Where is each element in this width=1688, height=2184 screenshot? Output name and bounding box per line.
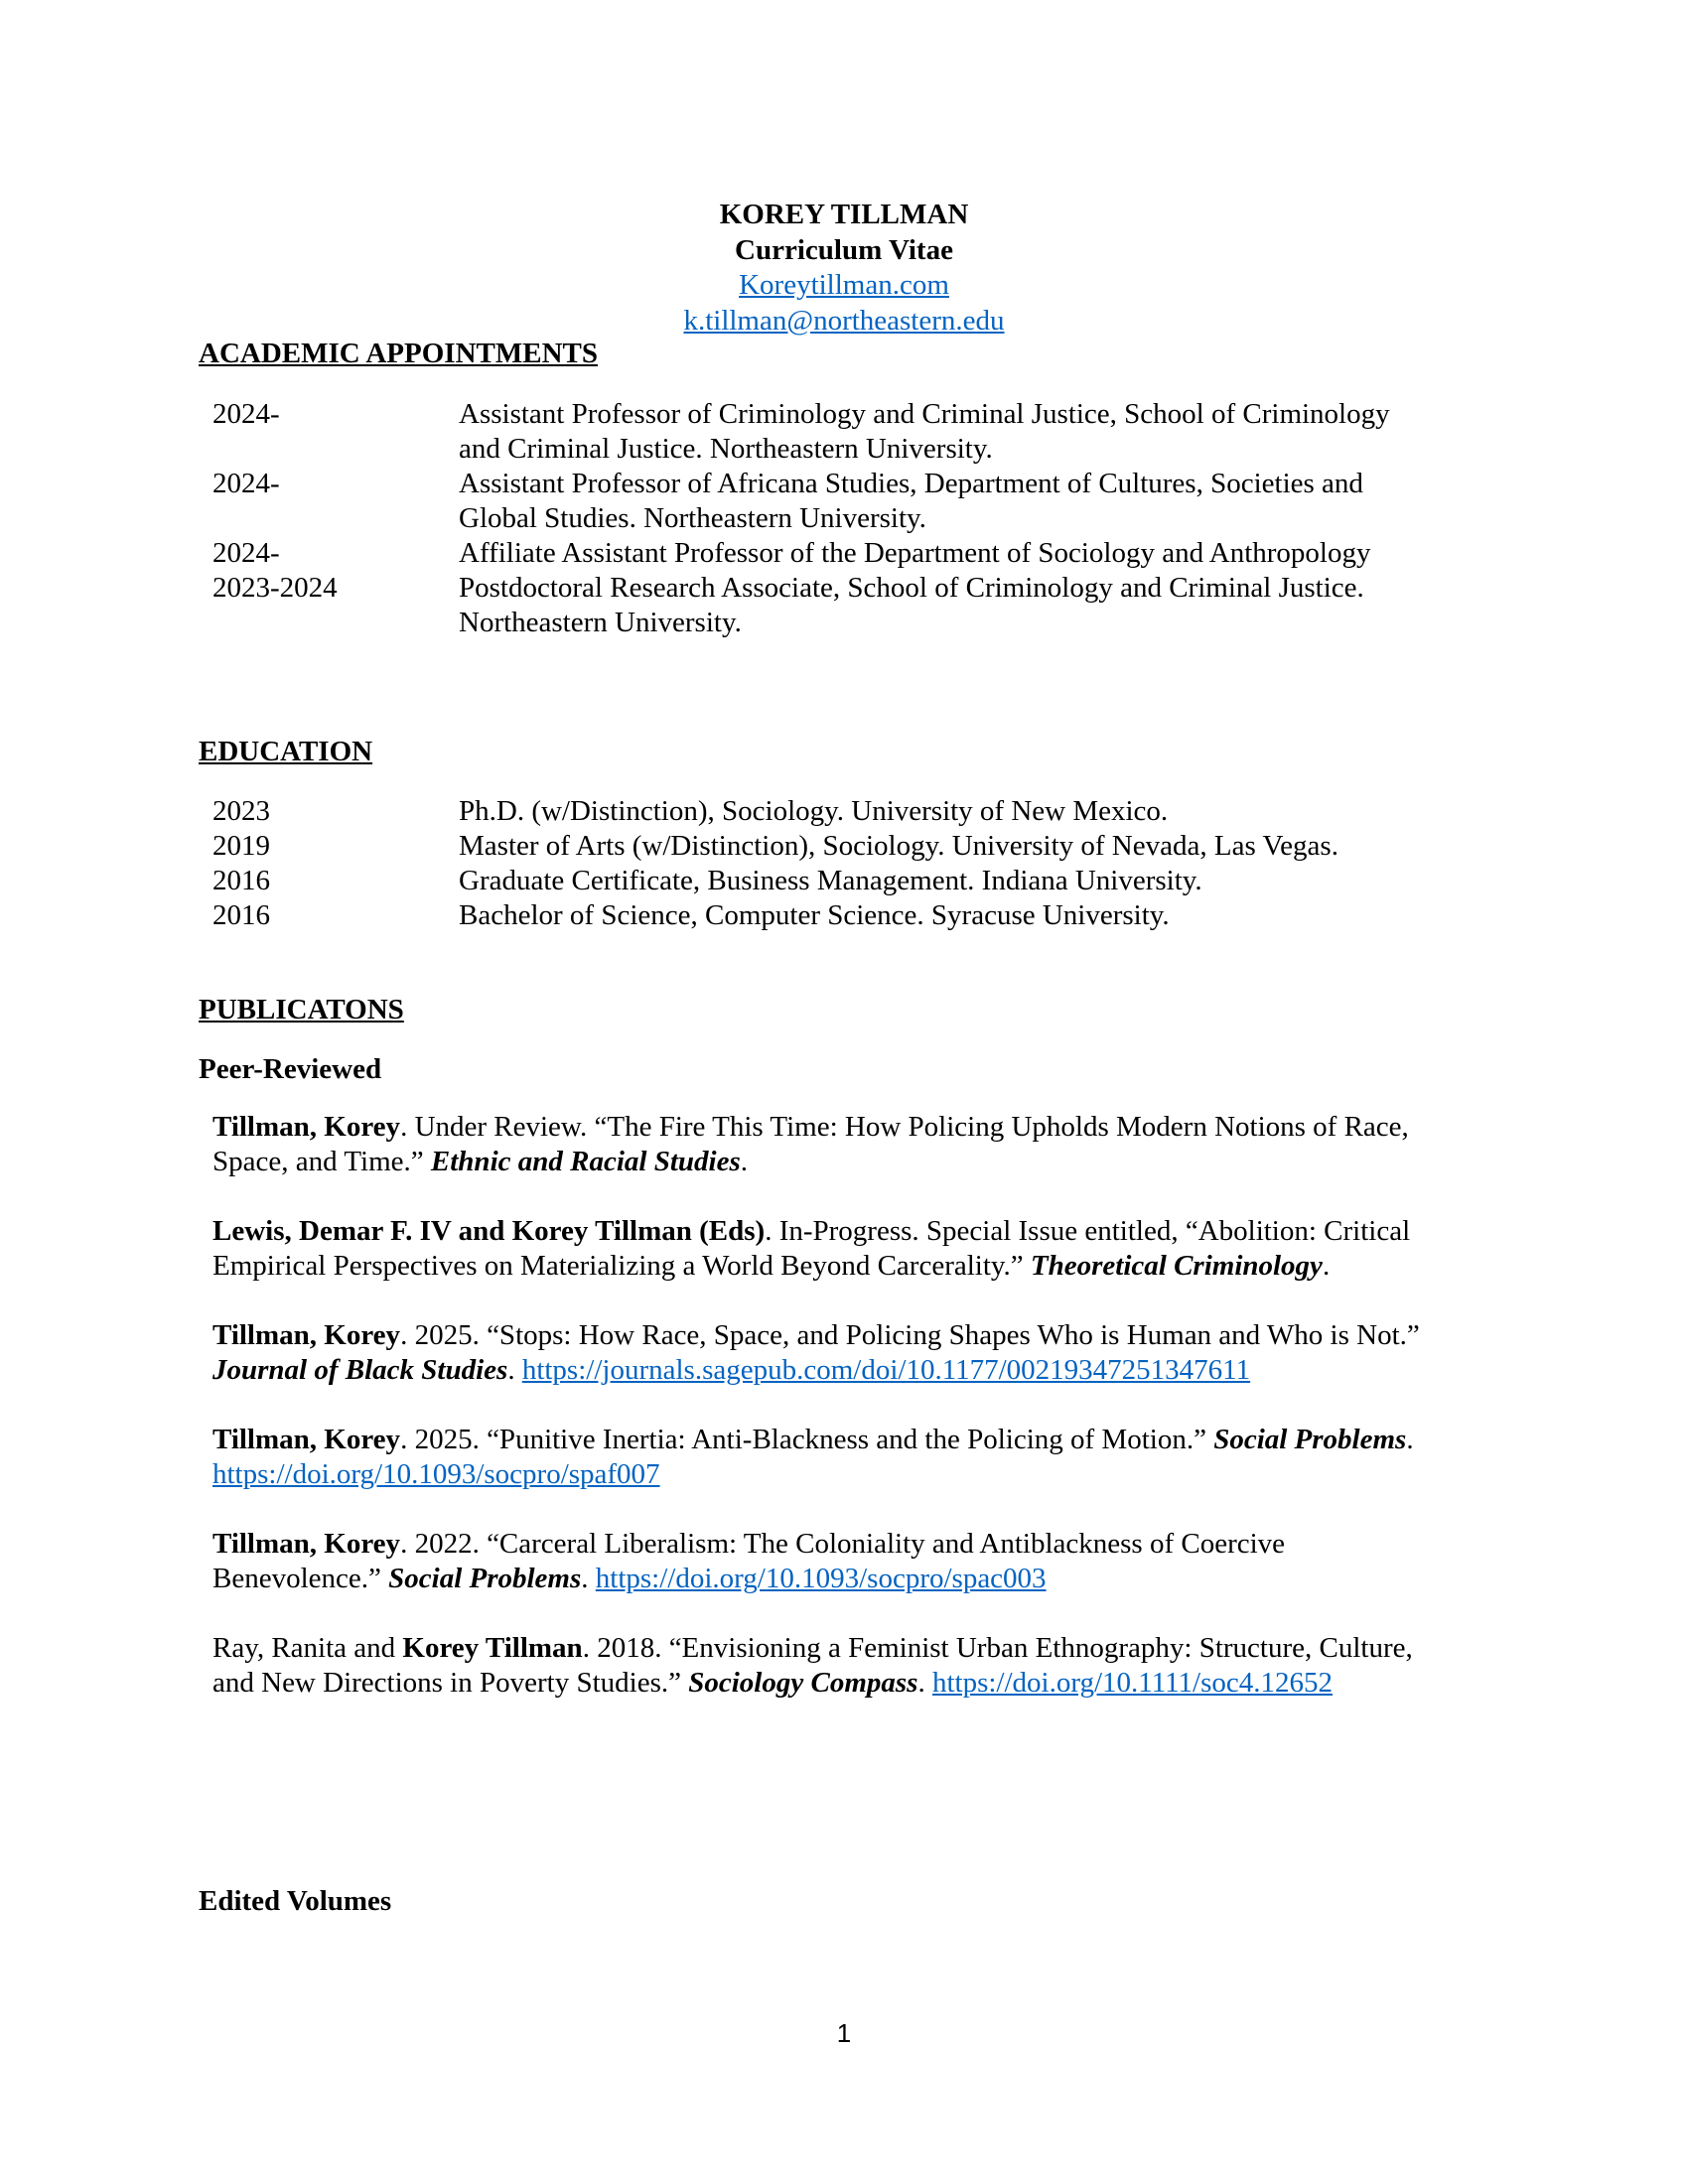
entry-description: Assistant Professor of Africana Studies, Department of Cultures, Societies and Global Studies. Northeastern University. — [459, 468, 1363, 534]
entry-date: 2024- — [212, 537, 280, 569]
education-heading: EDUCATION — [199, 736, 373, 767]
appointment-entry — [212, 397, 1404, 467]
publication-entry: Tillman, Korey. 2025. “Punitive Inertia: Anti-Blackness and the Policing of Motion.” Social Problems. https://doi.org/10.1093/socpro/spaf007 — [212, 1424, 1414, 1490]
entry-description: Assistant Professor of Criminology and Criminal Justice, School of Criminology and Criminal Justice. Northeastern University. — [459, 398, 1390, 465]
author-name: KOREY TILLMAN — [719, 199, 969, 230]
publication-doi-link[interactable]: https://journals.sagepub.com/doi/10.1177/00219347251347611 — [521, 1354, 1251, 1386]
publication-journal: Theoretical Criminology — [1030, 1250, 1323, 1282]
document-title: Curriculum Vitae — [735, 233, 953, 266]
appointment-entry — [212, 536, 1404, 571]
publication-entry: Tillman, Korey. 2022. “Carceral Liberalism: The Coloniality and Antiblackness of Coercive Benevolence.” Social Problems. https://doi.org/10.1093/socpro/spac003 — [212, 1528, 1286, 1594]
publication-list — [212, 1110, 1434, 1735]
publication-details: . 2022. “Carceral Liberalism: The Coloniality and Antiblackness of Coercive Benevolence.” — [212, 1528, 1286, 1594]
publication-authors: Tillman, Korey — [212, 1424, 401, 1455]
publication-entry: Lewis, Demar F. IV and Korey Tillman (Eds). In-Progress. Special Issue entitled, “Abolition: Critical Empirical Perspectives on Materializing a World Beyond Carcerality.” Theoretical Criminology. — [212, 1215, 1411, 1282]
education-entry — [212, 898, 1404, 933]
entry-date: 2016 — [212, 899, 270, 931]
publication-coauthor: Ray, Ranita and — [212, 1632, 403, 1664]
entry-date: 2019 — [212, 830, 270, 862]
publication-entry: Tillman, Korey. Under Review. “The Fire This Time: How Policing Upholds Modern Notions of Race, Space, and Time.” Ethnic and Racial Studies. — [212, 1111, 1409, 1177]
entry-date: 2023-2024 — [212, 572, 338, 604]
appointments-heading: ACADEMIC APPOINTMENTS — [199, 338, 598, 369]
entry-description: Graduate Certificate, Business Management. Indiana University. — [459, 865, 1202, 896]
entry-description: Affiliate Assistant Professor of the Department of Sociology and Anthropology — [459, 537, 1371, 569]
publication-details: . In-Progress. Special Issue entitled, “Abolition: Critical Empirical Perspectives on Materializing a World Beyond Carcerality.” — [212, 1215, 1411, 1282]
publication-authors: Tillman, Korey — [212, 1319, 401, 1351]
entry-date: 2024- — [212, 398, 280, 430]
education-entry — [212, 864, 1404, 898]
entry-description: Ph.D. (w/Distinction), Sociology. University of New Mexico. — [459, 795, 1169, 827]
publication-details: . 2025. “Stops: How Race, Space, and Policing Shapes Who is Human and Who is Not.” — [400, 1319, 1420, 1351]
publications-heading: PUBLICATONS — [199, 994, 404, 1025]
appointment-entry — [212, 467, 1404, 536]
email-link[interactable]: k.tillman@northeastern.edu — [683, 304, 1005, 337]
publication-journal: Social Problems — [388, 1563, 582, 1594]
publication-journal: Ethnic and Racial Studies — [430, 1146, 741, 1177]
publication-journal: Social Problems — [1213, 1424, 1407, 1455]
education-entry — [212, 794, 1404, 829]
entry-date: 2016 — [212, 865, 270, 896]
appointment-entry — [212, 571, 1404, 640]
education-list — [212, 794, 1404, 933]
publication-doi-link[interactable]: https://doi.org/10.1093/socpro/spaf007 — [212, 1458, 660, 1490]
publication-doi-link[interactable]: https://doi.org/10.1093/socpro/spac003 — [595, 1563, 1047, 1594]
publication-journal: Sociology Compass — [688, 1667, 918, 1699]
publication-journal: Journal of Black Studies — [212, 1354, 508, 1386]
publication-doi-link[interactable]: https://doi.org/10.1111/soc4.12652 — [931, 1667, 1334, 1699]
publication-authors: Tillman, Korey — [212, 1111, 401, 1143]
website-link[interactable]: Koreytillman.com — [739, 269, 949, 301]
entry-description: Postdoctoral Research Associate, School of Criminology and Criminal Justice. Northeastern University. — [459, 572, 1364, 638]
page-number: 1 — [836, 2018, 852, 2048]
publication-entry: Ray, Ranita and Korey Tillman. 2018. “Envisioning a Feminist Urban Ethnography: Structure, Culture, and New Directions in Poverty Studies.” Sociology Compass. https://doi.org/10.1111/soc4.12652 — [212, 1632, 1413, 1699]
entry-date: 2023 — [212, 795, 270, 827]
publication-details: . Under Review. “The Fire This Time: How Policing Upholds Modern Notions of Race, Space, and Time.” — [212, 1111, 1409, 1177]
education-entry — [212, 829, 1404, 864]
publication-authors: Korey Tillman — [402, 1632, 583, 1664]
edited-volumes-heading: Edited Volumes — [199, 1885, 392, 1917]
cv-header — [0, 198, 1688, 339]
publication-details: . 2025. “Punitive Inertia: Anti-Blackness and the Policing of Motion.” — [400, 1424, 1214, 1455]
appointments-list — [212, 397, 1404, 640]
publication-authors: Tillman, Korey — [212, 1528, 401, 1560]
entry-date: 2024- — [212, 468, 280, 499]
peer-reviewed-heading: Peer-Reviewed — [199, 1053, 382, 1085]
entry-description: Master of Arts (w/Distinction), Sociology. University of Nevada, Las Vegas. — [459, 830, 1338, 862]
publication-entry: Tillman, Korey. 2025. “Stops: How Race, Space, and Policing Shapes Who is Human and Who is Not.” Journal of Black Studies. https://journals.sagepub.com/doi/10.1177/00219347251347611 — [212, 1319, 1420, 1386]
publication-details: . 2018. “Envisioning a Feminist Urban Ethnography: Structure, Culture, and New Directions in Poverty Studies.” — [212, 1632, 1413, 1699]
publication-authors: Lewis, Demar F. IV and Korey Tillman (Eds) — [212, 1215, 766, 1247]
entry-description: Bachelor of Science, Computer Science. Syracuse University. — [459, 899, 1170, 931]
